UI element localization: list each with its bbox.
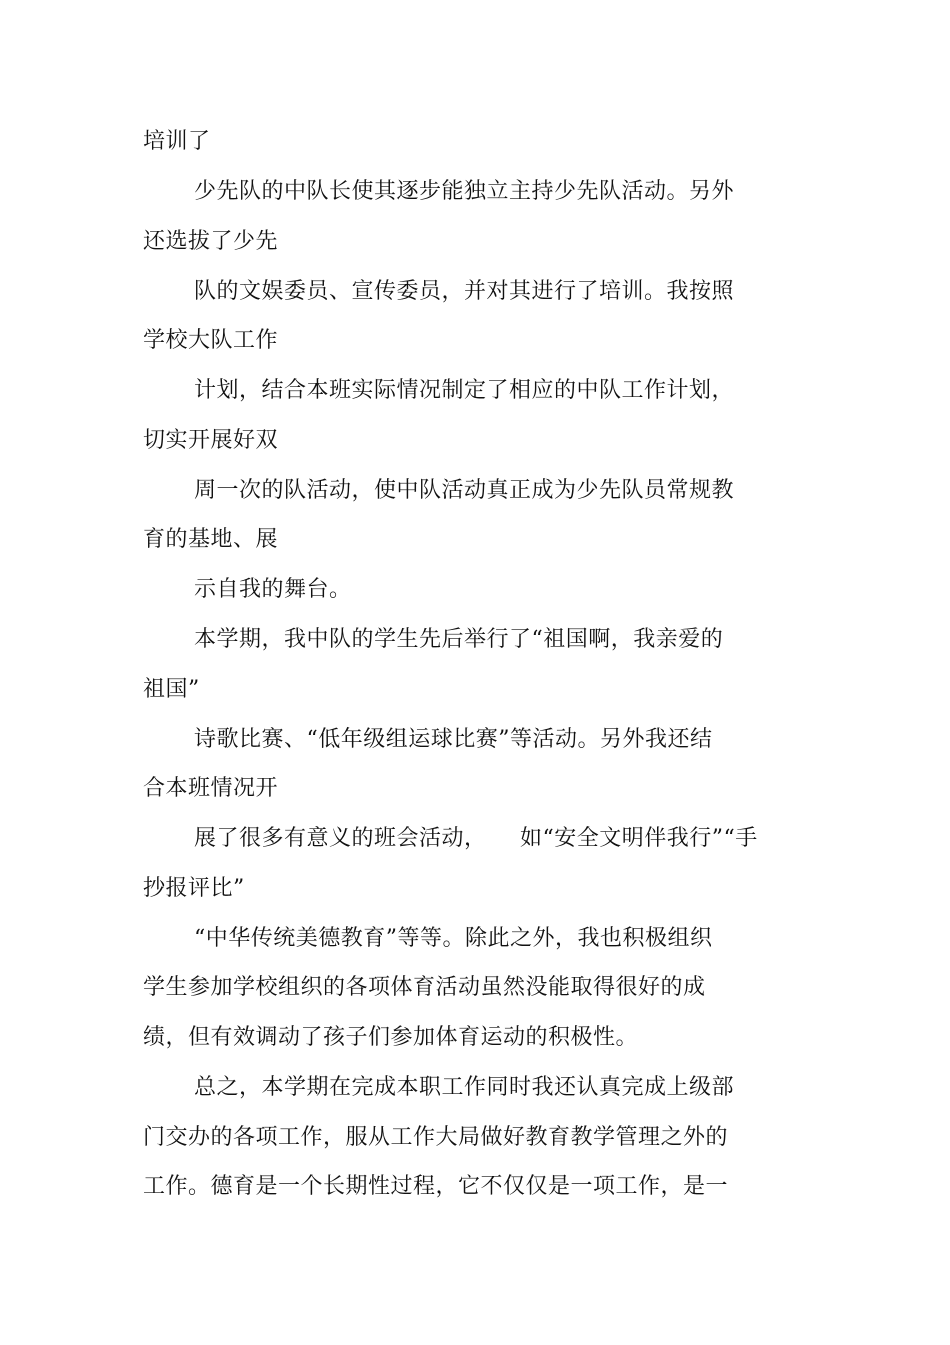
text-line: 育的基地、展 bbox=[143, 527, 279, 552]
text-line: 工作。德育是一个长期性过程，它不仅仅是一项工作，是一 bbox=[143, 1174, 729, 1199]
text-line: 祖国” bbox=[143, 677, 200, 702]
text-line: 少先队的中队长使其逐步能独立主持少先队活动。另外 bbox=[194, 179, 735, 204]
text-line: 学生参加学校组织的各项体育活动虽然没能取得很好的成 bbox=[143, 975, 706, 1000]
text-line: 计划，结合本班实际情况制定了相应的中队工作计划， bbox=[194, 378, 735, 403]
text-line: 门交办的各项工作，服从工作大局做好教育教学管理之外的 bbox=[143, 1125, 729, 1150]
text-line: 绩，但有效调动了孩子们参加体育运动的积极性。 bbox=[143, 1025, 639, 1050]
text-line: 诗歌比赛、“低年级组运球比赛”等活动。另外我还结 bbox=[194, 727, 713, 752]
text-line: 如“安全文明伴我行”“手 bbox=[520, 826, 758, 851]
text-line: 抄报评比” bbox=[143, 876, 245, 901]
text-line: 切实开展好双 bbox=[143, 428, 279, 453]
text-line: 学校大队工作 bbox=[143, 328, 279, 353]
text-line: 展了很多有意义的班会活动， bbox=[194, 826, 487, 851]
text-line: 示自我的舞台。 bbox=[194, 577, 352, 602]
text-line: 周一次的队活动，使中队活动真正成为少先队员常规教 bbox=[194, 478, 735, 503]
text-line: 培训了 bbox=[143, 129, 211, 154]
text-line: 队的文娱委员、宣传委员，并对其进行了培训。我按照 bbox=[194, 279, 735, 304]
text-line: “中华传统美德教育”等等。除此之外，我也积极组织 bbox=[194, 926, 713, 951]
text-line: 总之，本学期在完成本职工作同时我还认真完成上级部 bbox=[194, 1075, 735, 1100]
text-line: 本学期，我中队的学生先后举行了“祖国啊，我亲爱的 bbox=[194, 627, 724, 652]
text-line: 还选拔了少先 bbox=[143, 229, 279, 254]
text-line: 合本班情况开 bbox=[143, 776, 279, 801]
